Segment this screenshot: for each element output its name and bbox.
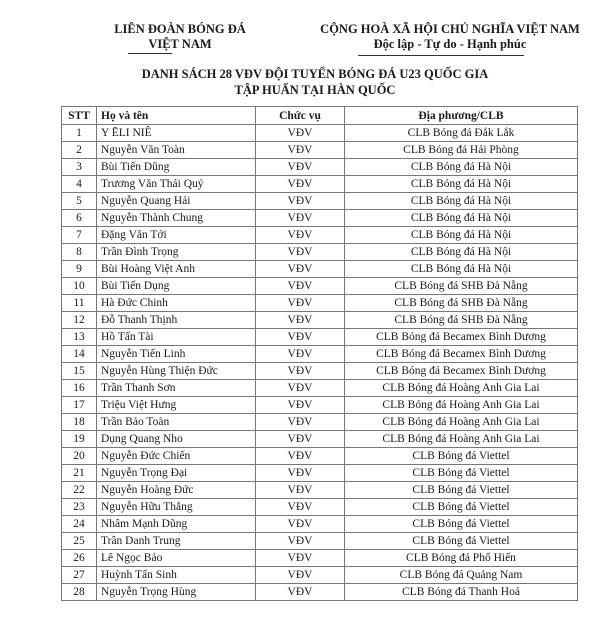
cell-name: Nguyễn Đức Chiến bbox=[97, 448, 256, 465]
table-row bbox=[62, 210, 578, 227]
table-row bbox=[62, 312, 578, 329]
cell-club: CLB Bóng đá Thanh Hoá bbox=[345, 584, 578, 601]
cell-role: VĐV bbox=[256, 397, 345, 414]
column-header-club: Địa phương/CLB bbox=[345, 107, 578, 125]
cell-club: CLB Bóng đá Hải Phòng bbox=[345, 142, 578, 159]
cell-stt: 7 bbox=[62, 227, 97, 244]
federation-underline bbox=[128, 53, 172, 54]
cell-stt: 26 bbox=[62, 550, 97, 567]
table-row bbox=[62, 516, 578, 533]
cell-name: Triệu Việt Hưng bbox=[97, 397, 256, 414]
cell-role: VĐV bbox=[256, 210, 345, 227]
cell-role: VĐV bbox=[256, 329, 345, 346]
cell-club: CLB Bóng đá Quảng Nam bbox=[345, 567, 578, 584]
table-row bbox=[62, 227, 578, 244]
cell-name: Y ĒLI NIÊ bbox=[97, 125, 256, 142]
federation-name-line1: LIÊN ĐOÀN BÓNG ĐÁ bbox=[114, 22, 246, 36]
table-row bbox=[62, 142, 578, 159]
table-row bbox=[62, 261, 578, 278]
federation-name-line2: VIỆT NAM bbox=[148, 37, 212, 51]
cell-name: Nguyễn Trọng Hùng bbox=[97, 584, 256, 601]
cell-name: Hồ Tấn Tài bbox=[97, 329, 256, 346]
cell-stt: 14 bbox=[62, 346, 97, 363]
cell-club: CLB Bóng đá Hà Nội bbox=[345, 176, 578, 193]
cell-stt: 27 bbox=[62, 567, 97, 584]
cell-club: CLB Bóng đá Hà Nội bbox=[345, 210, 578, 227]
title-line2: TẬP HUẤN TẠI HÀN QUỐC bbox=[234, 83, 396, 97]
cell-club: CLB Bóng đá SHB Đà Nẵng bbox=[345, 295, 578, 312]
table-row bbox=[62, 414, 578, 431]
cell-stt: 28 bbox=[62, 584, 97, 601]
cell-role: VĐV bbox=[256, 550, 345, 567]
cell-stt: 3 bbox=[62, 159, 97, 176]
cell-role: VĐV bbox=[256, 448, 345, 465]
table-row bbox=[62, 346, 578, 363]
table-row bbox=[62, 397, 578, 414]
cell-name: Trần Bảo Toàn bbox=[97, 414, 256, 431]
cell-stt: 9 bbox=[62, 261, 97, 278]
cell-name: Trần Đình Trọng bbox=[97, 244, 256, 261]
table-row bbox=[62, 499, 578, 516]
cell-club: CLB Bóng đá Viettel bbox=[345, 482, 578, 499]
cell-role: VĐV bbox=[256, 533, 345, 550]
table-row bbox=[62, 465, 578, 482]
cell-role: VĐV bbox=[256, 414, 345, 431]
cell-club: CLB Bóng đá Viettel bbox=[345, 533, 578, 550]
cell-role: VĐV bbox=[256, 312, 345, 329]
table-row bbox=[62, 550, 578, 567]
cell-stt: 21 bbox=[62, 465, 97, 482]
table-row bbox=[62, 295, 578, 312]
table-row bbox=[62, 278, 578, 295]
cell-role: VĐV bbox=[256, 363, 345, 380]
cell-club: CLB Bóng đá Đắk Lắk bbox=[345, 125, 578, 142]
cell-stt: 10 bbox=[62, 278, 97, 295]
cell-role: VĐV bbox=[256, 380, 345, 397]
cell-name: Dụng Quang Nho bbox=[97, 431, 256, 448]
table-row bbox=[62, 159, 578, 176]
cell-stt: 17 bbox=[62, 397, 97, 414]
cell-name: Trần Danh Trung bbox=[97, 533, 256, 550]
cell-role: VĐV bbox=[256, 142, 345, 159]
cell-club: CLB Bóng đá Hà Nội bbox=[345, 244, 578, 261]
cell-club: CLB Bóng đá Hà Nội bbox=[345, 193, 578, 210]
cell-stt: 19 bbox=[62, 431, 97, 448]
cell-club: CLB Bóng đá Viettel bbox=[345, 516, 578, 533]
table-row bbox=[62, 363, 578, 380]
table-header-row bbox=[62, 107, 578, 125]
table-row bbox=[62, 448, 578, 465]
table-row bbox=[62, 482, 578, 499]
cell-club: CLB Bóng đá SHB Đà Nẵng bbox=[345, 312, 578, 329]
cell-stt: 4 bbox=[62, 176, 97, 193]
cell-role: VĐV bbox=[256, 567, 345, 584]
cell-stt: 2 bbox=[62, 142, 97, 159]
cell-stt: 18 bbox=[62, 414, 97, 431]
cell-club: CLB Bóng đá Hoàng Anh Gia Lai bbox=[345, 431, 578, 448]
title-line1: DANH SÁCH 28 VĐV ĐỘI TUYỂN BÓNG ĐÁ U23 QUỐC GIA bbox=[141, 67, 489, 81]
cell-club: CLB Bóng đá Becamex Bình Dương bbox=[345, 346, 578, 363]
cell-stt: 11 bbox=[62, 295, 97, 312]
cell-name: Huỳnh Tấn Sinh bbox=[97, 567, 256, 584]
cell-role: VĐV bbox=[256, 516, 345, 533]
cell-role: VĐV bbox=[256, 227, 345, 244]
cell-stt: 25 bbox=[62, 533, 97, 550]
cell-name: Trương Văn Thái Quý bbox=[97, 176, 256, 193]
cell-role: VĐV bbox=[256, 159, 345, 176]
cell-name: Nguyễn Trọng Đại bbox=[97, 465, 256, 482]
cell-role: VĐV bbox=[256, 244, 345, 261]
cell-club: CLB Bóng đá Hoàng Anh Gia Lai bbox=[345, 380, 578, 397]
cell-name: Đặng Văn Tới bbox=[97, 227, 256, 244]
cell-club: CLB Bóng đá Viettel bbox=[345, 499, 578, 516]
document-title bbox=[0, 66, 600, 98]
cell-stt: 12 bbox=[62, 312, 97, 329]
cell-stt: 6 bbox=[62, 210, 97, 227]
cell-name: Đỗ Thanh Thịnh bbox=[97, 312, 256, 329]
cell-stt: 23 bbox=[62, 499, 97, 516]
cell-name: Lê Ngọc Bảo bbox=[97, 550, 256, 567]
table-row bbox=[62, 125, 578, 142]
cell-club: CLB Bóng đá Becamex Bình Dương bbox=[345, 329, 578, 346]
nation-motto: Độc lập - Tự do - Hạnh phúc bbox=[373, 37, 527, 51]
cell-club: CLB Bóng đá Hoàng Anh Gia Lai bbox=[345, 397, 578, 414]
cell-role: VĐV bbox=[256, 176, 345, 193]
cell-club: CLB Bóng đá Phố Hiến bbox=[345, 550, 578, 567]
cell-club: CLB Bóng đá Viettel bbox=[345, 448, 578, 465]
cell-role: VĐV bbox=[256, 499, 345, 516]
cell-club: CLB Bóng đá Hà Nội bbox=[345, 261, 578, 278]
cell-club: CLB Bóng đá Viettel bbox=[345, 465, 578, 482]
cell-role: VĐV bbox=[256, 278, 345, 295]
cell-club: CLB Bóng đá Becamex Bình Dương bbox=[345, 363, 578, 380]
table-row bbox=[62, 176, 578, 193]
cell-stt: 20 bbox=[62, 448, 97, 465]
column-header-stt: STT bbox=[62, 107, 97, 125]
table-row bbox=[62, 244, 578, 261]
cell-club: CLB Bóng đá Hoàng Anh Gia Lai bbox=[345, 414, 578, 431]
nation-name: CỘNG HOÀ XÃ HỘI CHỦ NGHĨA VIỆT NAM bbox=[320, 22, 580, 36]
cell-role: VĐV bbox=[256, 193, 345, 210]
cell-name: Nguyễn Quang Hải bbox=[97, 193, 256, 210]
table-row bbox=[62, 329, 578, 346]
cell-role: VĐV bbox=[256, 346, 345, 363]
cell-stt: 24 bbox=[62, 516, 97, 533]
federation-header bbox=[95, 22, 265, 52]
cell-name: Bùi Tiến Dũng bbox=[97, 159, 256, 176]
table-row bbox=[62, 193, 578, 210]
cell-club: CLB Bóng đá Hà Nội bbox=[345, 159, 578, 176]
cell-name: Nguyễn Hùng Thiện Đức bbox=[97, 363, 256, 380]
cell-name: Nguyễn Thành Chung bbox=[97, 210, 256, 227]
cell-club: CLB Bóng đá SHB Đà Nẵng bbox=[345, 278, 578, 295]
cell-stt: 13 bbox=[62, 329, 97, 346]
cell-role: VĐV bbox=[256, 295, 345, 312]
cell-role: VĐV bbox=[256, 125, 345, 142]
cell-stt: 8 bbox=[62, 244, 97, 261]
cell-name: Hà Đức Chinh bbox=[97, 295, 256, 312]
player-list-table bbox=[61, 106, 578, 601]
cell-name: Nguyễn Hữu Thắng bbox=[97, 499, 256, 516]
cell-name: Nguyễn Tiến Linh bbox=[97, 346, 256, 363]
table-row bbox=[62, 431, 578, 448]
cell-name: Nhâm Mạnh Dũng bbox=[97, 516, 256, 533]
nation-header bbox=[300, 22, 600, 52]
cell-name: Nguyễn Văn Toàn bbox=[97, 142, 256, 159]
table-row bbox=[62, 380, 578, 397]
table-row bbox=[62, 533, 578, 550]
cell-name: Nguyễn Hoàng Đức bbox=[97, 482, 256, 499]
cell-stt: 1 bbox=[62, 125, 97, 142]
table-row bbox=[62, 567, 578, 584]
cell-role: VĐV bbox=[256, 465, 345, 482]
cell-name: Bùi Tiến Dụng bbox=[97, 278, 256, 295]
cell-stt: 5 bbox=[62, 193, 97, 210]
cell-stt: 15 bbox=[62, 363, 97, 380]
table-row bbox=[62, 584, 578, 601]
cell-stt: 22 bbox=[62, 482, 97, 499]
motto-underline bbox=[358, 55, 524, 56]
cell-stt: 16 bbox=[62, 380, 97, 397]
cell-role: VĐV bbox=[256, 482, 345, 499]
cell-name: Trần Thanh Sơn bbox=[97, 380, 256, 397]
cell-role: VĐV bbox=[256, 261, 345, 278]
column-header-name: Họ và tên bbox=[97, 107, 256, 125]
cell-role: VĐV bbox=[256, 431, 345, 448]
cell-club: CLB Bóng đá Hà Nội bbox=[345, 227, 578, 244]
cell-role: VĐV bbox=[256, 584, 345, 601]
cell-name: Bùi Hoàng Việt Anh bbox=[97, 261, 256, 278]
column-header-role: Chức vụ bbox=[256, 107, 345, 125]
